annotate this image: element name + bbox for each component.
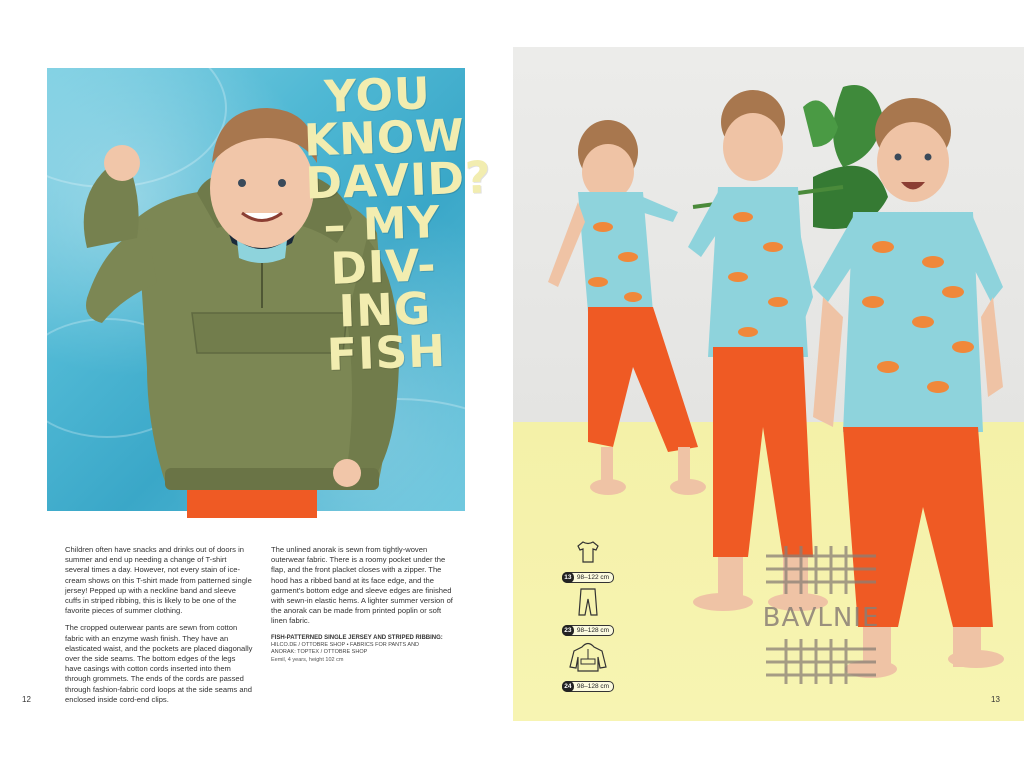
size-tag	[562, 572, 614, 583]
headline-line: YOU KNOW	[303, 68, 466, 167]
size-range: 98–128 cm	[576, 627, 610, 634]
headline-line: DAVID?	[304, 152, 493, 210]
size-indicator-tshirt	[553, 540, 623, 584]
pattern-number: 24	[562, 681, 574, 692]
bavlnie-watermark	[756, 544, 886, 684]
size-indicator-pants	[553, 587, 623, 637]
anorak-icon	[568, 639, 608, 673]
fabric-credits-title: FISH-PATTERNED SINGLE JERSEY AND STRIPED RIBBING:	[271, 634, 443, 641]
size-range: 98–128 cm	[576, 683, 610, 690]
page-number-left: 12	[22, 695, 31, 704]
watermark-text: BAVLNIE	[762, 603, 880, 633]
tshirt-icon	[575, 540, 601, 564]
size-tag	[562, 625, 614, 636]
right-page-photo	[513, 47, 1024, 721]
paragraph-anorak: The unlined anorak is sewn from tightly-woven outerwear fabric. There is a roomy pocket under the flap, and the front placket closes with a zipper. The hood has a ribbed band at its face edge, and the garment's bottom edge and sleeve edges are finished with sewn-in elastic hems. A lighter summer version of the anorak can be made from printed poplin or soft linen fabric.	[271, 545, 453, 626]
fabric-credits-line: ANORAK: TOPTEX / OTTOBRE SHOP	[271, 649, 368, 656]
size-range: 98–122 cm	[576, 574, 610, 581]
headline-line: FISH	[326, 325, 447, 381]
model-info: Eemil, 4 years, height 102 cm	[271, 656, 344, 663]
size-indicator-anorak	[553, 639, 623, 693]
fabric-credits-line: HILCO.DE / OTTOBRE SHOP • FABRICS FOR PANTS AND	[271, 641, 420, 648]
headline-you-know-david	[302, 68, 493, 381]
pattern-number: 23	[562, 625, 574, 636]
hero-photo-boy-in-anorak	[47, 68, 493, 511]
page-number-right: 13	[991, 695, 1000, 704]
pants-icon	[575, 587, 601, 617]
headline-line: DIV-	[329, 240, 438, 295]
headline-line: – MY	[322, 196, 442, 253]
body-column-right	[271, 545, 459, 712]
paragraph-tshirt: Children often have snacks and drinks out of doors in summer and end up needing a change of T-shirt several times a day. However, not every stain of ice-cream shows on this T-shirt made from patterned single jersey! Pepped up with a neckline band and sleeve cuffs in striped ribbing, this is likely to be one of the favorite pieces of summer clothing.	[65, 545, 252, 616]
pattern-number: 13	[562, 572, 574, 583]
paragraph-pants: The cropped outerwear pants are sewn from cotton fabric with an enzyme wash finish. They have an elasticated waist, and the pockets are placed diagonally over the side seams. The bottom edges of the legs have casings with cotton cords inserted into them through grommets. The ends of the cords are passed through fashion-fabric cord loops at the side seams and enclosed inside cord-end clips.	[65, 623, 253, 704]
body-column-left	[65, 545, 253, 712]
size-tag	[562, 681, 614, 692]
body-text-columns	[65, 545, 460, 712]
headline-line: ING	[337, 283, 433, 338]
